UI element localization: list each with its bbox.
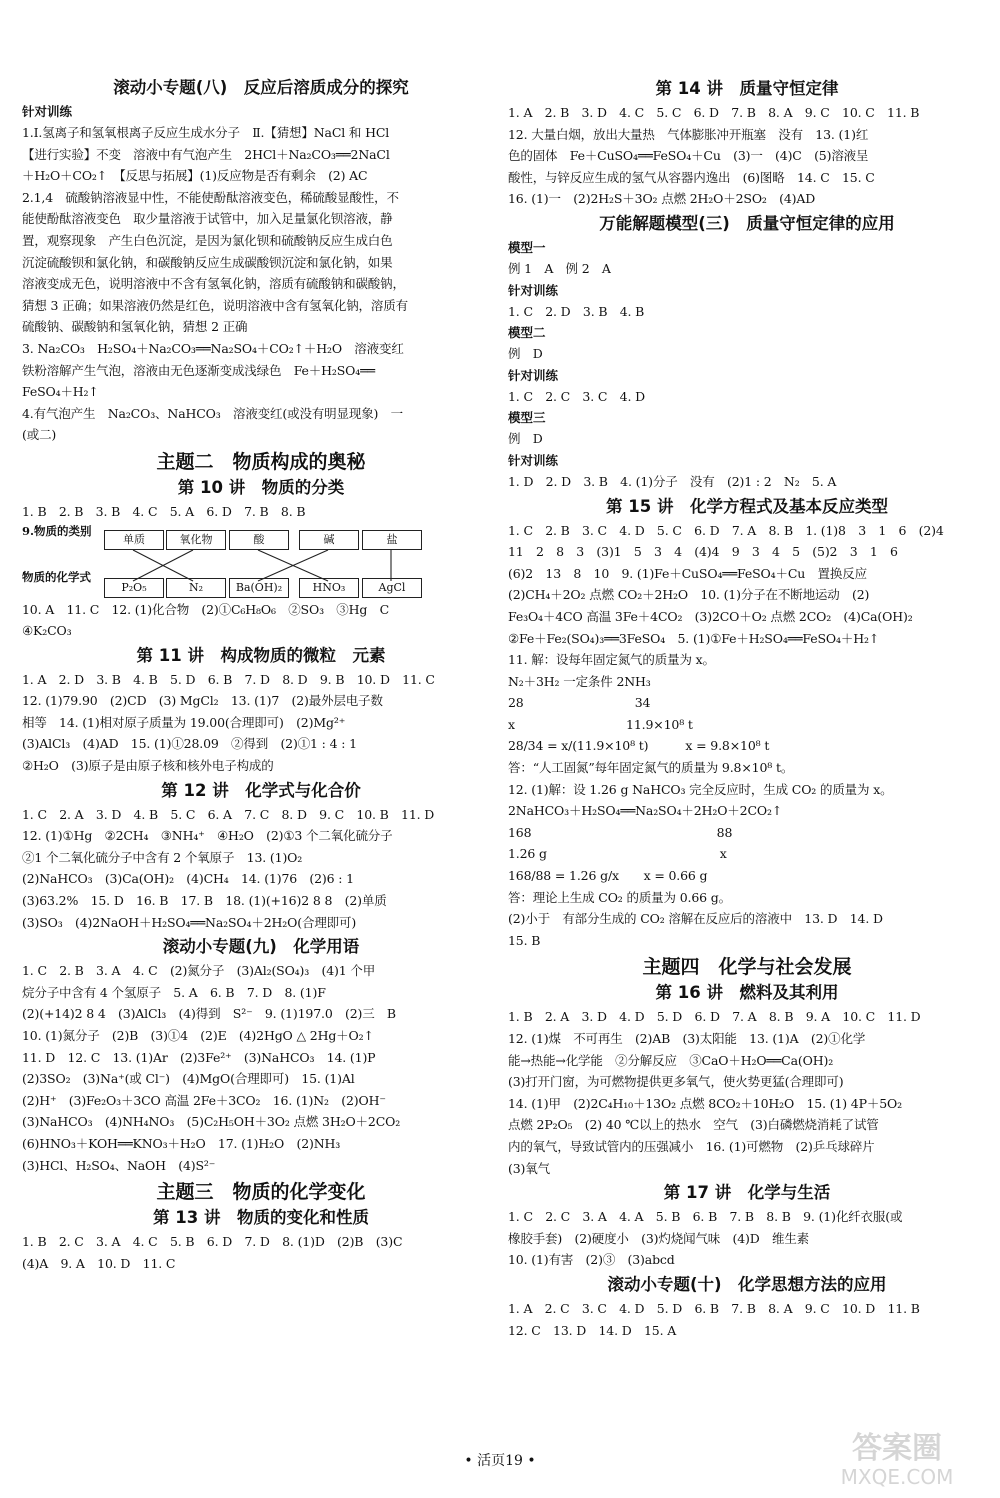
answer-line: 橡胶手套) (2)硬度小 (3)灼烧闻气味 (4)D 维生素	[508, 1230, 810, 1246]
answer-line: 1. C 2. A 3. D 4. B 5. C 6. A 7. C 8. D 9. C 10. B 11. D	[22, 806, 435, 822]
l14-answers	[508, 102, 986, 210]
answer-line: 14. (1)甲 (2)2C₄H₁₀＋13O₂ 点燃 8CO₂＋10H₂O 15. (1) 4P＋5O₂	[508, 1095, 902, 1111]
answer-line: (3)打开门窗，为可燃物提供更多氧气，使火势更猛(合理即可)	[508, 1074, 844, 1090]
answer-line: (6)2 13 8 10 9. (1)Fe＋CuSO₄══FeSO₄＋Cu 置换反应	[508, 565, 867, 581]
answer-line: 【进行实验】不变 溶液中有气泡产生 2HCl＋Na₂CO₃══2NaCl	[22, 146, 390, 162]
answer-line: 12. (1)79.90 (2)CD (3) MgCl₂ 13. (1)7 (2)最外层电子数	[22, 693, 383, 709]
answer-line: 1. A 2. D 3. B 4. B 5. D 6. B 7. D 8. D 9. B 10. D 11. C	[22, 671, 435, 687]
answer-line: 11 2 8 3 (3)1 5 3 4 (4)4 9 3 4 5 (5)2 3 1 6	[508, 544, 898, 560]
answer-line: (2)CH₄＋2O₂ 点燃 CO₂＋2H₂O 10. (1)分子在不断地运动 (2)	[508, 587, 870, 603]
answer-line: 2.1,4 硫酸钠溶液显中性，不能使酚酞溶液变色，稀硫酸显酸性，不	[22, 189, 399, 205]
answer-line: 能→热能→化学能 ②分解反应 ③CaO＋H₂O══Ca(OH)₂	[508, 1052, 834, 1068]
lesson-title-17: 第 17 讲 化学与生活	[663, 1183, 831, 1203]
answer-line: 1. C 2. B 3. C 4. D 5. C 6. D 7. A 8. B 1. (1)8 3 1 6 (2)4	[508, 522, 944, 538]
theme-title-2: 主题二 物质构成的奥秘	[156, 450, 366, 473]
answer-line: 15. B	[508, 932, 541, 948]
answer-line: 铁粉溶解产生气泡，溶液由无色逐渐变成浅绿色 Fe＋H₂SO₄══	[22, 362, 375, 378]
answer-line: 12. (1)解：设 1.26 g NaHCO₃ 完全反应时，生成 CO₂ 的质量为 x。	[508, 781, 893, 797]
category-box: 碱	[299, 530, 359, 550]
answer-line: (3)NaHCO₃ (4)NH₄NO₃ (5)C₂H₅OH＋3O₂ 点燃 3H₂O＋2CO₂	[22, 1114, 401, 1130]
l16-answers	[508, 1006, 986, 1179]
answer-line: 12. 大量白烟，放出大量热 气体膨胀冲开瓶塞 没有 13. (1)红	[508, 126, 869, 142]
answer-line: 1. A 2. C 3. C 4. D 5. D 6. B 7. B 8. A 9. C 10. D 11. B	[508, 1300, 920, 1316]
theme-title-4: 主题四 化学与社会发展	[642, 956, 852, 979]
section-title-s9: 滚动小专题(九) 化学用语	[162, 937, 360, 957]
answer-line: 1. C 2. B 3. A 4. C (2)氮分子 (3)Al₂(SO₄)₃ (4)1 个甲	[22, 963, 376, 979]
answer-line: 猜想 3 正确；如果溶液仍然是红色，说明溶液中含有氢氧化钠，溶质有	[22, 297, 408, 313]
lesson-title-10: 第 10 讲 物质的分类	[177, 477, 345, 497]
m3-answers	[508, 237, 986, 493]
subheading: 模型一	[508, 239, 546, 255]
formula-box: AgCl	[362, 578, 422, 598]
l10-answers	[22, 599, 500, 642]
answer-line: 溶液变成无色，说明溶液中不含有氢氧化钠，溶质有硫酸钠和碳酸钠，	[22, 276, 405, 292]
formula-box: P₂O₅	[104, 578, 164, 598]
left-column	[22, 74, 500, 1274]
answer-line: ④K₂CO₃	[22, 623, 72, 639]
watermark-text: 答案圈	[852, 1431, 942, 1466]
answer-line: x 11.9×10⁸ t	[508, 716, 693, 732]
answer-line: Fe₃O₄＋4CO 高温 3Fe＋4CO₂ (3)2CO＋O₂ 点燃 2CO₂ (4)Ca(OH)₂	[508, 608, 913, 624]
answer-line: 10. (1)氮分子 (2)B (3)①4 (2)E (4)2HgO △ 2Hg＋O₂↑	[22, 1028, 374, 1043]
answer-line: ②H₂O (3)原子是由原子核和核外电子构成的	[22, 758, 274, 774]
model-title-3: 万能解题模型(三) 质量守恒定律的应用	[599, 213, 895, 233]
answer-line: 例 D	[508, 431, 543, 447]
answer-line: 4.有气泡产生 Na₂CO₃、NaHCO₃ 溶液变红(或没有明显现象) 一	[22, 405, 403, 421]
l15-answers	[508, 520, 986, 952]
answer-line: (3)63.2% 15. D 16. B 17. B 18. (1)(+16)2 8 8 (2)单质	[22, 893, 387, 909]
answer-line: (3)HCl、H₂SO₄、NaOH (4)S²⁻	[22, 1157, 216, 1173]
formula-box: HNO₃	[299, 578, 359, 598]
section-title-s10: 滚动小专题(十) 化学思想方法的应用	[607, 1274, 887, 1294]
answer-line: 1. B 2. C 3. A 4. C 5. B 6. D 7. D 8. (1)D (2)B (3)C	[22, 1234, 403, 1250]
l12-answers	[22, 804, 500, 934]
answer-line: 答：“人工固氮”每年固定氮气的质量为 9.8×10⁸ t。	[508, 760, 794, 776]
answer-line: N₂＋3H₂ 一定条件 2NH₃	[508, 673, 651, 689]
lesson-title-14: 第 14 讲 质量守恒定律	[655, 79, 839, 98]
answer-line: ＋H₂O＋CO₂↑ 【反思与拓展】(1)反应物是否有剩余 (2) AC	[22, 168, 368, 184]
subheading: 针对训练	[508, 452, 559, 468]
page-number: • 活页19 •	[464, 1453, 536, 1469]
answer-line: 12. (1)煤 不可再生 (2)AB (3)太阳能 13. (1)A (2)①化学	[508, 1031, 866, 1046]
theme-title-3: 主题三 物质的化学变化	[156, 1181, 366, 1204]
answer-line: 10. (1)有害 (2)③ (3)abcd	[508, 1252, 675, 1268]
answer-line: 11. 解：设每年固定氮气的质量为 x。	[508, 652, 715, 668]
category-box: 酸	[229, 530, 289, 550]
answer-line: 沉淀硫酸钡和氯化钠，和碳酸钠反应生成碳酸钡沉淀和氯化钠，如果	[22, 254, 393, 270]
answer-line: 内的氧气，导致试管内的压强减小 16. (1)可燃物 (2)乒乓球碎片	[508, 1138, 875, 1154]
l13-answers	[22, 1231, 500, 1274]
answer-line: 色的固体 Fe＋CuSO₄══FeSO₄＋Cu (3)一 (4)C (5)溶液呈	[508, 148, 869, 164]
category-box: 盐	[362, 530, 422, 550]
s10-answers	[508, 1298, 986, 1341]
answer-line: 10. A 11. C 12. (1)化合物 (2)①C₆H₈O₆ ②SO₃ ③Hg C	[22, 601, 389, 617]
formula-box: Ba(OH)₂	[229, 578, 289, 598]
answer-line: 3. Na₂CO₃ H₂SO₄＋Na₂CO₃══Na₂SO₄＋CO₂↑＋H₂O 溶液变红	[22, 340, 404, 356]
s8-answers	[22, 122, 500, 446]
answer-line: ②1 个二氧化硫分子中含有 2 个氧原子 13. (1)O₂	[22, 849, 303, 865]
answer-line: 1. C 2. C 3. A 4. A 5. B 6. B 7. B 8. B 9. (1)化纤衣服(或	[508, 1209, 903, 1225]
answer-line: 168 88	[508, 824, 733, 840]
answer-line: (2)小于 有部分生成的 CO₂ 溶解在反应后的溶液中 13. D 14. D	[508, 911, 883, 927]
answer-line: 168/88 = 1.26 g/x x = 0.66 g	[508, 868, 708, 884]
answer-line: 1. C 2. D 3. B 4. B	[508, 303, 645, 319]
answer-line: 12. C 13. D 14. D 15. A	[508, 1322, 677, 1338]
lesson-title-15: 第 15 讲 化学方程式及基本反应类型	[606, 496, 888, 516]
answer-line: 能使酚酞溶液变色 取少量溶液于试管中，加入足量氯化钡溶液，静	[22, 211, 393, 227]
answer-line: 11. D 12. C 13. (1)Ar (2)3Fe²⁺ (3)NaHCO₃ 14. (1)P	[22, 1049, 376, 1065]
diagram-label-category: 9.物质的类别	[22, 523, 92, 538]
subheading: 针对训练	[508, 367, 559, 383]
watermark-site: MXQE.COM	[840, 1465, 954, 1489]
category-box: 氧化物	[166, 530, 226, 550]
classification-diagram	[22, 523, 492, 599]
answer-line: 酸性，与锌反应生成的氢气从容器内逸出 (6)图略 14. C 15. C	[508, 169, 875, 185]
answer-line: 28/34 = x/(11.9×10⁸ t) x = 9.8×10⁸ t	[508, 738, 770, 754]
answer-line: 烷分子中含有 4 个氢原子 5. A 6. B 7. D 8. (1)F	[22, 984, 326, 1000]
answer-line: 1. D 2. D 3. B 4. (1)分子 没有 (2)1 : 2 N₂ 5. A	[508, 473, 837, 489]
l11-answers	[22, 669, 500, 777]
answer-line: 1. B 2. A 3. D 4. D 5. D 6. D 7. A 8. B 9. A 10. C 11. D	[508, 1009, 921, 1025]
subheading: 针对训练	[508, 282, 559, 298]
answer-line: 1.Ⅰ.氢离子和氢氧根离子反应生成水分子 Ⅱ.【猜想】NaCl 和 HCl	[22, 125, 390, 140]
answer-line: 硫酸钠、碳酸钠和氢氧化钠，猜想 2 正确	[22, 319, 248, 335]
answer-line: 相等 14. (1)相对原子质量为 19.00(合理即可) (2)Mg²⁺	[22, 714, 346, 730]
answer-line: 答：理论上生成 CO₂ 的质量为 0.66 g。	[508, 889, 731, 905]
answer-line: (3)AlCl₃ (4)AD 15. (1)①28.09 ②得到 (2)①1 : 4 : 1	[22, 736, 357, 752]
answer-line: 1. B 2. B 3. B 4. C 5. A 6. D 7. B 8. B	[22, 503, 306, 519]
lesson-title-13: 第 13 讲 物质的变化和性质	[153, 1208, 369, 1228]
section-title-s8: 滚动小专题(八) 反应后溶质成分的探究	[113, 78, 409, 97]
answer-line: (2)NaHCO₃ (3)Ca(OH)₂ (4)CH₄ 14. (1)76 (2)6 : 1	[22, 871, 354, 887]
lesson-title-12: 第 12 讲 化学式与化合价	[161, 780, 361, 800]
diagram-label-formula: 物质的化学式	[22, 569, 91, 584]
answer-line: 28 34	[508, 695, 651, 711]
answer-line: 1. A 2. B 3. D 4. C 5. C 6. D 7. B 8. A 9. C 10. C 11. B	[508, 105, 920, 120]
answer-line: (3)SO₃ (4)2NaOH＋H₂SO₄══Na₂SO₄＋2H₂O(合理即可)	[22, 914, 357, 930]
answer-line: (2)H⁺ (3)Fe₂O₃＋3CO 高温 2Fe＋3CO₂ 16. (1)N₂ (2)OH⁻	[22, 1092, 386, 1108]
answer-line: 2NaHCO₃＋H₂SO₄══Na₂SO₄＋2H₂O＋2CO₂↑	[508, 803, 783, 819]
s9-answers	[22, 960, 500, 1176]
answer-line: ②Fe＋Fe₂(SO₄)₃══3FeSO₄ 5. (1)①Fe＋H₂SO₄══FeSO₄＋H₂↑	[508, 630, 880, 646]
answer-line: (4)A 9. A 10. D 11. C	[22, 1255, 176, 1271]
answer-line: 置，观察现象 产生白色沉淀，是因为氯化钡和硫酸钠反应生成白色	[22, 232, 393, 248]
answer-line: (或二)	[22, 427, 57, 443]
answer-line: 1. C 2. C 3. C 4. D	[508, 388, 645, 404]
answer-line: (6)HNO₃＋KOH══KNO₃＋H₂O 17. (1)H₂O (2)NH₃	[22, 1135, 341, 1151]
answer-line: 例 D	[508, 346, 543, 362]
category-box: 单质	[104, 530, 164, 550]
subheading: 模型二	[508, 325, 546, 341]
answer-line: FeSO₄＋H₂↑	[22, 384, 99, 400]
answer-line: 16. (1)一 (2)2H₂S＋3O₂ 点燃 2H₂O＋2SO₂ (4)AD	[508, 191, 816, 207]
answer-line: 12. (1)①Hg ②2CH₄ ③NH₄⁺ ④H₂O (2)①3 个二氧化硫分子	[22, 828, 393, 844]
subheading: 针对训练	[22, 104, 73, 119]
answer-line: (2)(+14)2 8 4 (3)AlCl₃ (4)得到 S²⁻ 9. (1)197.0 (2)三 B	[22, 1006, 396, 1022]
lesson-title-11: 第 11 讲 构成物质的微粒 元素	[136, 645, 386, 665]
right-column	[508, 78, 986, 1341]
watermark-logo	[812, 1420, 982, 1490]
answer-line: 1.26 g x	[508, 846, 727, 862]
answer-line: 例 1 A 例 2 A	[508, 260, 611, 276]
answer-line: (3)氧气	[508, 1160, 550, 1176]
formula-box: N₂	[166, 578, 226, 598]
lesson-title-16: 第 16 讲 燃料及其利用	[655, 983, 839, 1003]
l17-answers	[508, 1206, 986, 1271]
answer-line: (2)3SO₂ (3)Na⁺(或 Cl⁻) (4)MgO(合理即可) 15. (1)Al	[22, 1071, 355, 1087]
subheading: 模型三	[508, 410, 546, 426]
answer-line: 点燃 2P₂O₅ (2) 40 ℃以上的热水 空气 (3)白磷燃烧消耗了试管	[508, 1117, 879, 1133]
